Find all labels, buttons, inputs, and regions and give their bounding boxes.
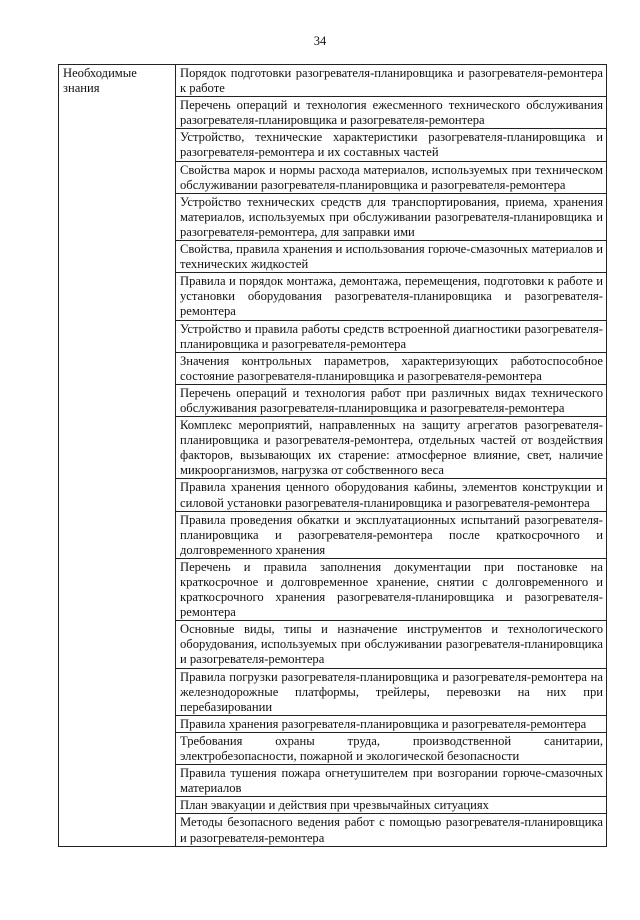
knowledge-item-cell	[176, 621, 607, 668]
knowledge-item: Значения контрольных параметров, характеризующих работоспособное состояние разогревателя-планировщика и разогревателя-ремонтера	[180, 353, 603, 383]
row-label: Необходимые знания	[63, 66, 137, 96]
knowledge-item-cell	[176, 161, 607, 193]
knowledge-item: Комплекс мероприятий, направленных на защиту агрегатов разогревателя-планировщика и разогревателя-ремонтера, отдельных частей от воздействия факторов, вызывающих их старение: атмосферное влияние, свет, наличие микроорганизмов, нагрузка от собственного веса	[180, 418, 603, 478]
knowledge-item: Основные виды, типы и назначение инструментов и технологического оборудования, используемых при обслуживании разогревателя-планировщика и разогревателя-ремонтера	[180, 622, 603, 667]
table-body	[59, 65, 607, 847]
knowledge-item-cell	[176, 715, 607, 732]
knowledge-item: Устройство технических средств для транспортирования, приема, хранения материалов, используемых при обслуживании разогревателя-планировщика и разогревателя-ремонтера, для заправки ими	[180, 194, 603, 239]
knowledge-item-cell	[176, 97, 607, 129]
knowledge-item: Свойства, правила хранения и использования горюче-смазочных материалов и технических жидкостей	[180, 242, 603, 272]
knowledge-item: Свойства марок и нормы расхода материалов, используемых при техническом обслуживании разогревателя-планировщика и разогревателя-ремонтера	[180, 162, 603, 192]
knowledge-item-cell	[176, 65, 607, 97]
knowledge-item-cell	[176, 732, 607, 764]
knowledge-item-cell	[176, 273, 607, 320]
table-row	[59, 65, 607, 97]
knowledge-item: Правила проведения обкатки и эксплуатационных испытаний разогревателя-планировщика и разогревателя-ремонтера после краткосрочного и долговременного хранения	[180, 512, 603, 557]
knowledge-item: Методы безопасного ведения работ с помощью разогревателя-планировщика и разогревателя-ремонтера	[180, 815, 603, 845]
knowledge-item-cell	[176, 384, 607, 416]
knowledge-item-cell	[176, 241, 607, 273]
knowledge-item: Устройство, технические характеристики разогревателя-планировщика и разогревателя-ремонтера и их составных частей	[180, 130, 603, 160]
knowledge-item: Правила тушения пожара огнетушителем при возгорании горюче-смазочных материалов	[180, 766, 603, 796]
knowledge-item: Правила погрузки разогревателя-планировщика и разогревателя-ремонтера на железнодорожные платформы, трейлеры, перевозки на них при перебазировании	[180, 669, 603, 714]
knowledge-item: Порядок подготовки разогревателя-планировщика и разогревателя-ремонтера к работе	[180, 66, 603, 96]
page-number: 34	[313, 34, 327, 48]
knowledge-requirements-table	[58, 64, 607, 847]
knowledge-item-cell	[176, 479, 607, 511]
knowledge-item: Правила хранения разогревателя-планировщика и разогревателя-ремонтера	[180, 716, 587, 731]
row-label-cell	[59, 65, 176, 847]
knowledge-item-cell	[176, 765, 607, 797]
knowledge-item-cell	[176, 668, 607, 715]
knowledge-item-cell	[176, 797, 607, 814]
knowledge-item: Правила хранения ценного оборудования кабины, элементов конструкции и силовой установки разогревателя-планировщика и разогревателя-ремонтера	[180, 480, 603, 510]
knowledge-item: Устройство и правила работы средств встроенной диагностики разогревателя-планировщика и разогревателя-ремонтера	[180, 321, 603, 351]
knowledge-item: Перечень и правила заполнения документации при постановке на краткосрочное и долговременное хранение, снятии с долговременного и краткосрочного хранения разогревателя-планировщика и разогревателя-ремонтера	[180, 559, 603, 620]
knowledge-item-cell	[176, 352, 607, 384]
knowledge-item-cell	[176, 129, 607, 161]
knowledge-item-cell	[176, 320, 607, 352]
knowledge-item: Перечень операций и технология ежесменного технического обслуживания разогревателя-планировщика и разогревателя-ремонтера	[180, 98, 603, 128]
knowledge-item: План эвакуации и действия при чрезвычайных ситуациях	[180, 798, 489, 813]
knowledge-item-cell	[176, 511, 607, 558]
knowledge-item: Правила и порядок монтажа, демонтажа, перемещения, подготовки к работе и установки оборудования разогревателя-планировщика и разогревателя-ремонтера	[180, 274, 603, 319]
knowledge-item-cell	[176, 193, 607, 240]
knowledge-item-cell	[176, 417, 607, 479]
knowledge-item-cell	[176, 558, 607, 620]
knowledge-item: Перечень операций и технология работ при различных видах технического обслуживания разогревателя-планировщика и разогревателя-ремонтера	[180, 385, 603, 415]
knowledge-item: Требования охраны труда, производственной санитарии, электробезопасности, пожарной и экологической безопасности	[180, 733, 603, 764]
knowledge-item-cell	[176, 814, 607, 846]
